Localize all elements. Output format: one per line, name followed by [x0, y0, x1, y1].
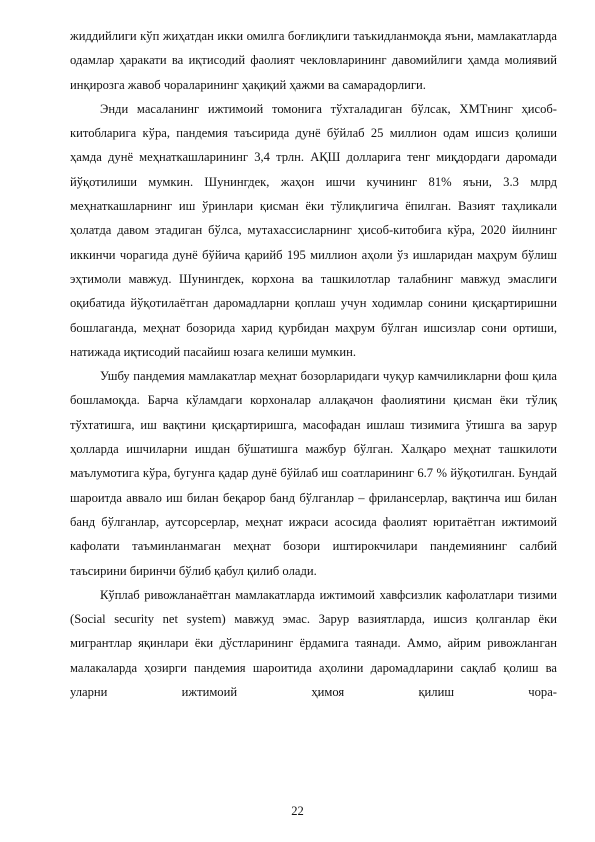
paragraph-4: Кўплаб ривожланаётган мамлакатларда ижтимоий хавфсизлик кафолатлари тизими (Social security net system) мавжуд эмас. Зарур вазиятларда, ишсиз қолганлар ёки мигрантлар яқинлари ёки дўстларининг ёрдамига таянади. Аммо, айрим ривожланган малакаларда ҳозирги пандемия шароитида аҳолини даромадларини сақлаб қолиш ва уларни ижтимоий ҳимоя қилиш чора-	[70, 587, 557, 700]
paragraph-2: Энди масаланинг ижтимоий томонига тўхталадиган бўлсак, ХМТнинг ҳисоб-китобларига кўра, пандемия таъсирида дунё бўйлаб 25 миллион одам ишсиз қолиши ҳамда дунё меҳнаткашларининг 3,4 трлн. АҚШ долларига тенг миқдордаги даромади йўқотилиши мумкин. Шунингдек, жаҳон ишчи кучининг 81% яъни, 3.3 млрд меҳнаткашларнинг иш ўринлари қисман ёки тўлиқлигича ёпилган. Вазият таҳликали ҳолатда давом этадиган бўлса, мутахассисларнинг ҳисоб-китобига кўра, 2020 йилнинг иккинчи чорагида дунё бўйича қарийб 195 миллион аҳоли ўз ишларидан маҳрум бўлиш эҳтимоли мавжуд. Шунингдек, корхона ва ташкилотлар талабнинг мавжуд эмаслиги оқибатида йўқотилаётган даромадларни қоплаш учун ходимлар сонини қисқартиришни бошлаганда, меҳнат бозорида харид қурбидан маҳрум бўлган ишсизлар сони ортиши, натижада иқтисодий пасайиш юзага келиши мумкин.	[70, 101, 557, 359]
page-number: 22	[291, 804, 304, 818]
paragraph-1: жиддийлиги кўп жиҳатдан икки омилга боғлиқлиги таъкидланмоқда яъни, мамлакатларда одамлар ҳаракати ва иқтисодий фаолият чекловларининг давомийлиги ҳамда молиявий инқирозга жавоб чораларининг ҳақиқий ҳажми ва самарадорлиги.	[70, 29, 557, 92]
body-text	[70, 24, 557, 704]
paragraph-3: Ушбу пандемия мамлакатлар меҳнат бозорларидаги чуқур камчиликларни фош қила бошламоқда. Барча кўламдаги корхоналар аллақачон фаолиятини қисман ёки тўлиқ тўхтатишга, иш вақтини қисқартиришга, масофадан ишлаш тизимига ўтишга ва зарур ҳолларда ишчиларни ишдан бўшатишга мажбур бўлган. Халқаро меҳнат ташкилоти маълумотига кўра, бугунга қадар дунё бўйлаб иш соатларининг 6.7 % йўқотилган. Бундай шароитда аввало иш билан бeқарор банд бўлганлар – фрилансерлар, вақтинча иш билан банд бўлганлар, аутсорсерлар, меҳнат ижраси асосида фаолият юритаётган ижтимоий кафолати таъминланмаган меҳнат бозори иштирокчилари пандемиянинг салбий таъсирини биринчи бўлиб қабул қилиб олади.	[70, 369, 557, 578]
